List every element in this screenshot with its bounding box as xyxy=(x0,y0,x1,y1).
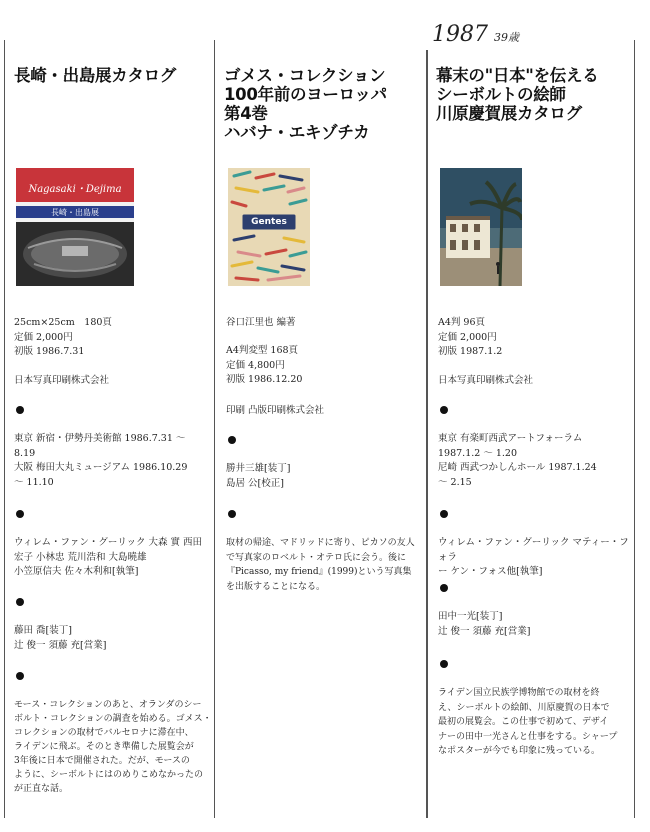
bullet-dot xyxy=(16,406,24,414)
entry-title: 幕末の"日本"を伝える シーボルトの絵師 川原慶賀展カタログ xyxy=(436,66,599,123)
bullet-dot xyxy=(16,598,24,606)
entry-specs: A4判 96頁 定価 2,000円 初版 1987.1.2 xyxy=(438,317,503,357)
bullet-dot xyxy=(16,510,24,518)
entry-credits: 田中一光[装丁] 辻 俊一 須藤 充[営業] xyxy=(438,611,531,637)
book-cover-nagasaki xyxy=(16,168,134,286)
bullet-dot xyxy=(440,584,448,592)
book-cover-gomez xyxy=(228,168,310,286)
entry-specs: A4判変型 168頁 定価 4,800円 初版 1986.12.20 xyxy=(226,345,303,385)
age-label: 39歳 xyxy=(494,31,519,44)
column-rule-1 xyxy=(214,40,215,818)
cover-title-japanese: 長崎・出島展 xyxy=(51,208,99,217)
cover-title-latin: Nagasaki・Dejima xyxy=(28,184,122,195)
entry-editor: 谷口江里也 編著 xyxy=(226,317,296,328)
entry-credits: 藤田 喬[装丁] 辻 俊一 須藤 充[営業] xyxy=(14,625,107,651)
entry-printer: 日本写真印刷株式会社 xyxy=(438,375,534,386)
cover-artwork xyxy=(440,168,522,286)
bullet-dot xyxy=(440,660,448,668)
bullet-dot xyxy=(440,406,448,414)
column-rule-2 xyxy=(426,50,428,818)
entry-specs: 25cm×25cm 180頁 定価 2,000円 初版 1986.7.31 xyxy=(14,317,112,357)
bullet-dot xyxy=(228,510,236,518)
entry-story: 取材の帰途、マドリッドに寄り、ピカソの友人 で写真家のロベルト・オテロ氏に会う。後に 『Picasso, my friend』(1999)という写真集 を出版することになる。 xyxy=(226,538,415,592)
entry-printer: 印刷 凸版印刷株式会社 xyxy=(226,405,325,416)
entry-credits: 勝井三雄[装丁] 島居 公[校正] xyxy=(226,463,291,489)
entry-venues: 東京 新宿・伊勢丹美術館 1986.7.31 ～ 8.19 大阪 梅田大丸ミュージアム 1986.10.29 ～ 11.10 xyxy=(14,433,188,488)
entry-story: モース・コレクションのあと、オランダのシー ボルト・コレクションの調査を始める。ゴメス・ コレクションの取材でバルセロナに滞在中、 ライデンに飛ぶ。そのとき準備した展覧会が 3年後に日本で開催された。だが、モースの ように、シーボルトにはのめりこめなかったの が正直な話。 xyxy=(14,700,212,794)
year-label: 1987 xyxy=(432,22,488,47)
entry-printer: 日本写真印刷株式会社 xyxy=(14,375,110,386)
column-rule-left xyxy=(4,40,5,818)
bullet-dot xyxy=(440,510,448,518)
entry-story: ライデン国立民族学博物館での取材を終 え、シーボルトの絵師、川原慶賀の日本で 最初の展覧会。この仕事で初めて、デザイ ナーの田中一光さんと仕事をする。シャープ なポスターが今でも印象に残っている。 xyxy=(438,688,618,756)
bullet-dot xyxy=(16,672,24,680)
entry-title: 長崎・出島展カタログ xyxy=(14,66,177,85)
entry-venues: 東京 有楽町西武アートフォーラム 1987.1.2 ～ 1.20 尼崎 西武つかしんホール 1987.1.24 ～ 2.15 xyxy=(438,433,597,488)
bullet-dot xyxy=(228,436,236,444)
cover-title: Gentes xyxy=(251,217,287,227)
entry-authors: ウィレム・ファン・グーリック マティー・フォラ ー ケン・フォス他[執筆] xyxy=(438,537,629,577)
book-cover-kawahara xyxy=(440,168,522,286)
column-rule-right xyxy=(634,40,635,818)
entry-title: ゴメス・コレクション 100年前のヨーロッパ 第4巻 ハバナ・エキゾチカ xyxy=(224,66,387,142)
entry-authors: ウィレム・ファン・グーリック 大森 實 西田 宏子 小林忠 荒川浩和 大島曉雄 小笠原信夫 佐々木利和[執筆] xyxy=(14,537,203,577)
year-header xyxy=(432,22,519,47)
